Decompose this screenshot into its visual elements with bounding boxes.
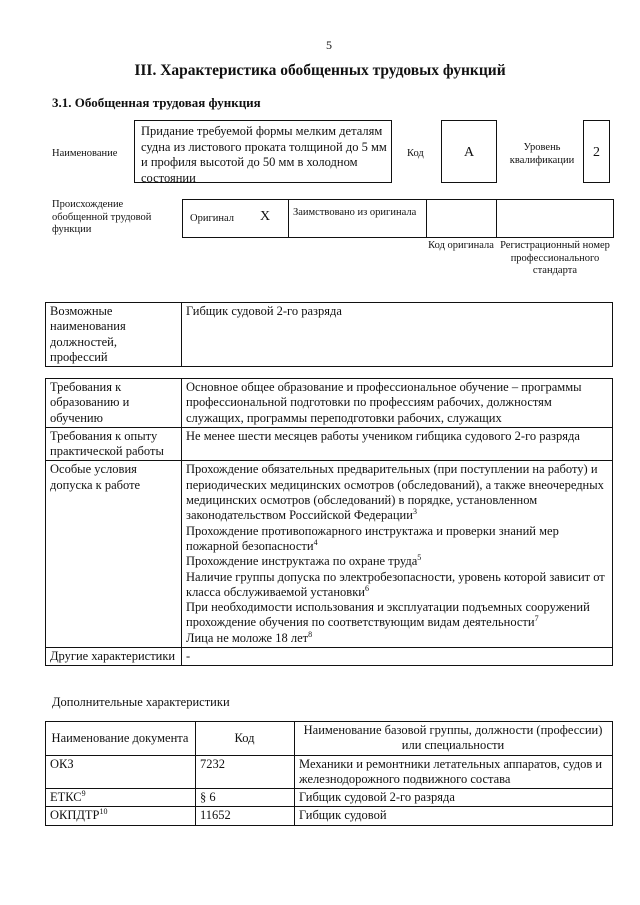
code-cell: § 6 bbox=[196, 789, 295, 807]
divider bbox=[496, 199, 497, 238]
doc-cell: ОКПДТР$^{10}$ bbox=[46, 807, 196, 825]
condition-line: Наличие группы допуска по электробезопасности, уровень которой зависит от класса обслуживаемой установки$^6$ bbox=[186, 569, 605, 599]
page-number: 5 bbox=[326, 38, 332, 52]
requirement-label: Требования к образованию и обучению bbox=[46, 379, 182, 428]
table-row bbox=[46, 427, 613, 461]
requirement-value bbox=[182, 461, 613, 648]
table-row bbox=[46, 461, 613, 648]
level-label: Уровень квалификации bbox=[509, 142, 575, 166]
requirement-label: Другие характеристики bbox=[46, 648, 182, 666]
column-header: Наименование документа bbox=[46, 722, 196, 756]
name-cell: Гибщик судовой bbox=[295, 807, 613, 825]
divider bbox=[426, 199, 427, 238]
name-value: Придание требуемой формы мелким деталям судна из листового проката толщиной до 5 мм и профиля высотой до 50 мм в холодном состоянии bbox=[134, 120, 392, 183]
requirement-value: Основное общее образование и профессиональное обучение – программы профессиональной подготовки по профессиям рабочих, должностям служащих, программы переподготовки рабочих, служащих bbox=[182, 379, 613, 428]
condition-line: При необходимости использования и эксплуатации подъемных сооружений прохождение обучения по соответствующим видам деятельности$^7$ bbox=[186, 600, 590, 630]
positions-label: Возможные наименования должностей, профессий bbox=[46, 303, 182, 367]
section-title: III. Характеристика обобщенных трудовых функций bbox=[134, 62, 506, 79]
requirement-value: - bbox=[182, 648, 613, 666]
original-label: Оригинал bbox=[190, 213, 234, 224]
requirements-table bbox=[45, 378, 613, 666]
additional-title: Дополнительные характеристики bbox=[52, 695, 230, 709]
column-header: Наименование базовой группы, должности (профессии) или специальности bbox=[295, 722, 613, 756]
origin-label: Происхождение обобщенной трудовой функции bbox=[52, 199, 152, 235]
table-row bbox=[46, 807, 613, 825]
level-value: 2 bbox=[583, 120, 610, 183]
code-value: A bbox=[441, 120, 497, 183]
condition-line: Лица не моложе 18 лет$^8$ bbox=[186, 629, 313, 645]
additional-table bbox=[45, 721, 613, 826]
name-cell: Гибщик судовой 2-го разряда bbox=[295, 789, 613, 807]
positions-table bbox=[45, 302, 613, 367]
doc-cell: ЕТКС$^9$ bbox=[46, 789, 196, 807]
name-cell: Механики и ремонтники летательных аппаратов, судов и железнодорожного подвижного состава bbox=[295, 755, 613, 789]
code-label: Код bbox=[407, 148, 424, 159]
code-cell: 11652 bbox=[196, 807, 295, 825]
code-original-caption: Код оригинала bbox=[428, 240, 494, 251]
subsection-title: 3.1. Обобщенная трудовая функция bbox=[52, 95, 261, 110]
condition-line: Прохождение инструктажа по охране труда$^5$ bbox=[186, 553, 422, 569]
table-row bbox=[46, 755, 613, 789]
original-mark: X bbox=[260, 209, 271, 224]
requirement-value: Не менее шести месяцев работы учеником гибщика судового 2-го разряда bbox=[182, 427, 613, 461]
name-label: Наименование bbox=[52, 148, 118, 159]
requirement-label: Особые условия допуска к работе bbox=[46, 461, 182, 648]
condition-line: Прохождение обязательных предварительных (при поступлении на работу) и периодических медицинских осмотров (обследований), а также внеочередных медицинских осмотров (обследований) в порядке, установленном законодательством Российской Федерации$^3$ bbox=[186, 462, 604, 523]
borrowed-label: Заимствовано из оригинала bbox=[293, 207, 417, 218]
divider bbox=[288, 199, 289, 238]
code-cell: 7232 bbox=[196, 755, 295, 789]
column-header: Код bbox=[196, 722, 295, 756]
reg-number-caption: Регистрационный номер профессионального стандарта bbox=[500, 240, 610, 276]
condition-line: Прохождение противопожарного инструктажа и проверки знаний мер пожарной безопасности$^4$ bbox=[186, 523, 559, 553]
table-row bbox=[46, 722, 613, 756]
positions-value: Гибщик судовой 2-го разряда bbox=[182, 303, 613, 367]
table-row bbox=[46, 379, 613, 428]
requirement-label: Требования к опыту практической работы bbox=[46, 427, 182, 461]
doc-cell: ОКЗ bbox=[46, 755, 196, 789]
table-row bbox=[46, 648, 613, 666]
table-row bbox=[46, 789, 613, 807]
